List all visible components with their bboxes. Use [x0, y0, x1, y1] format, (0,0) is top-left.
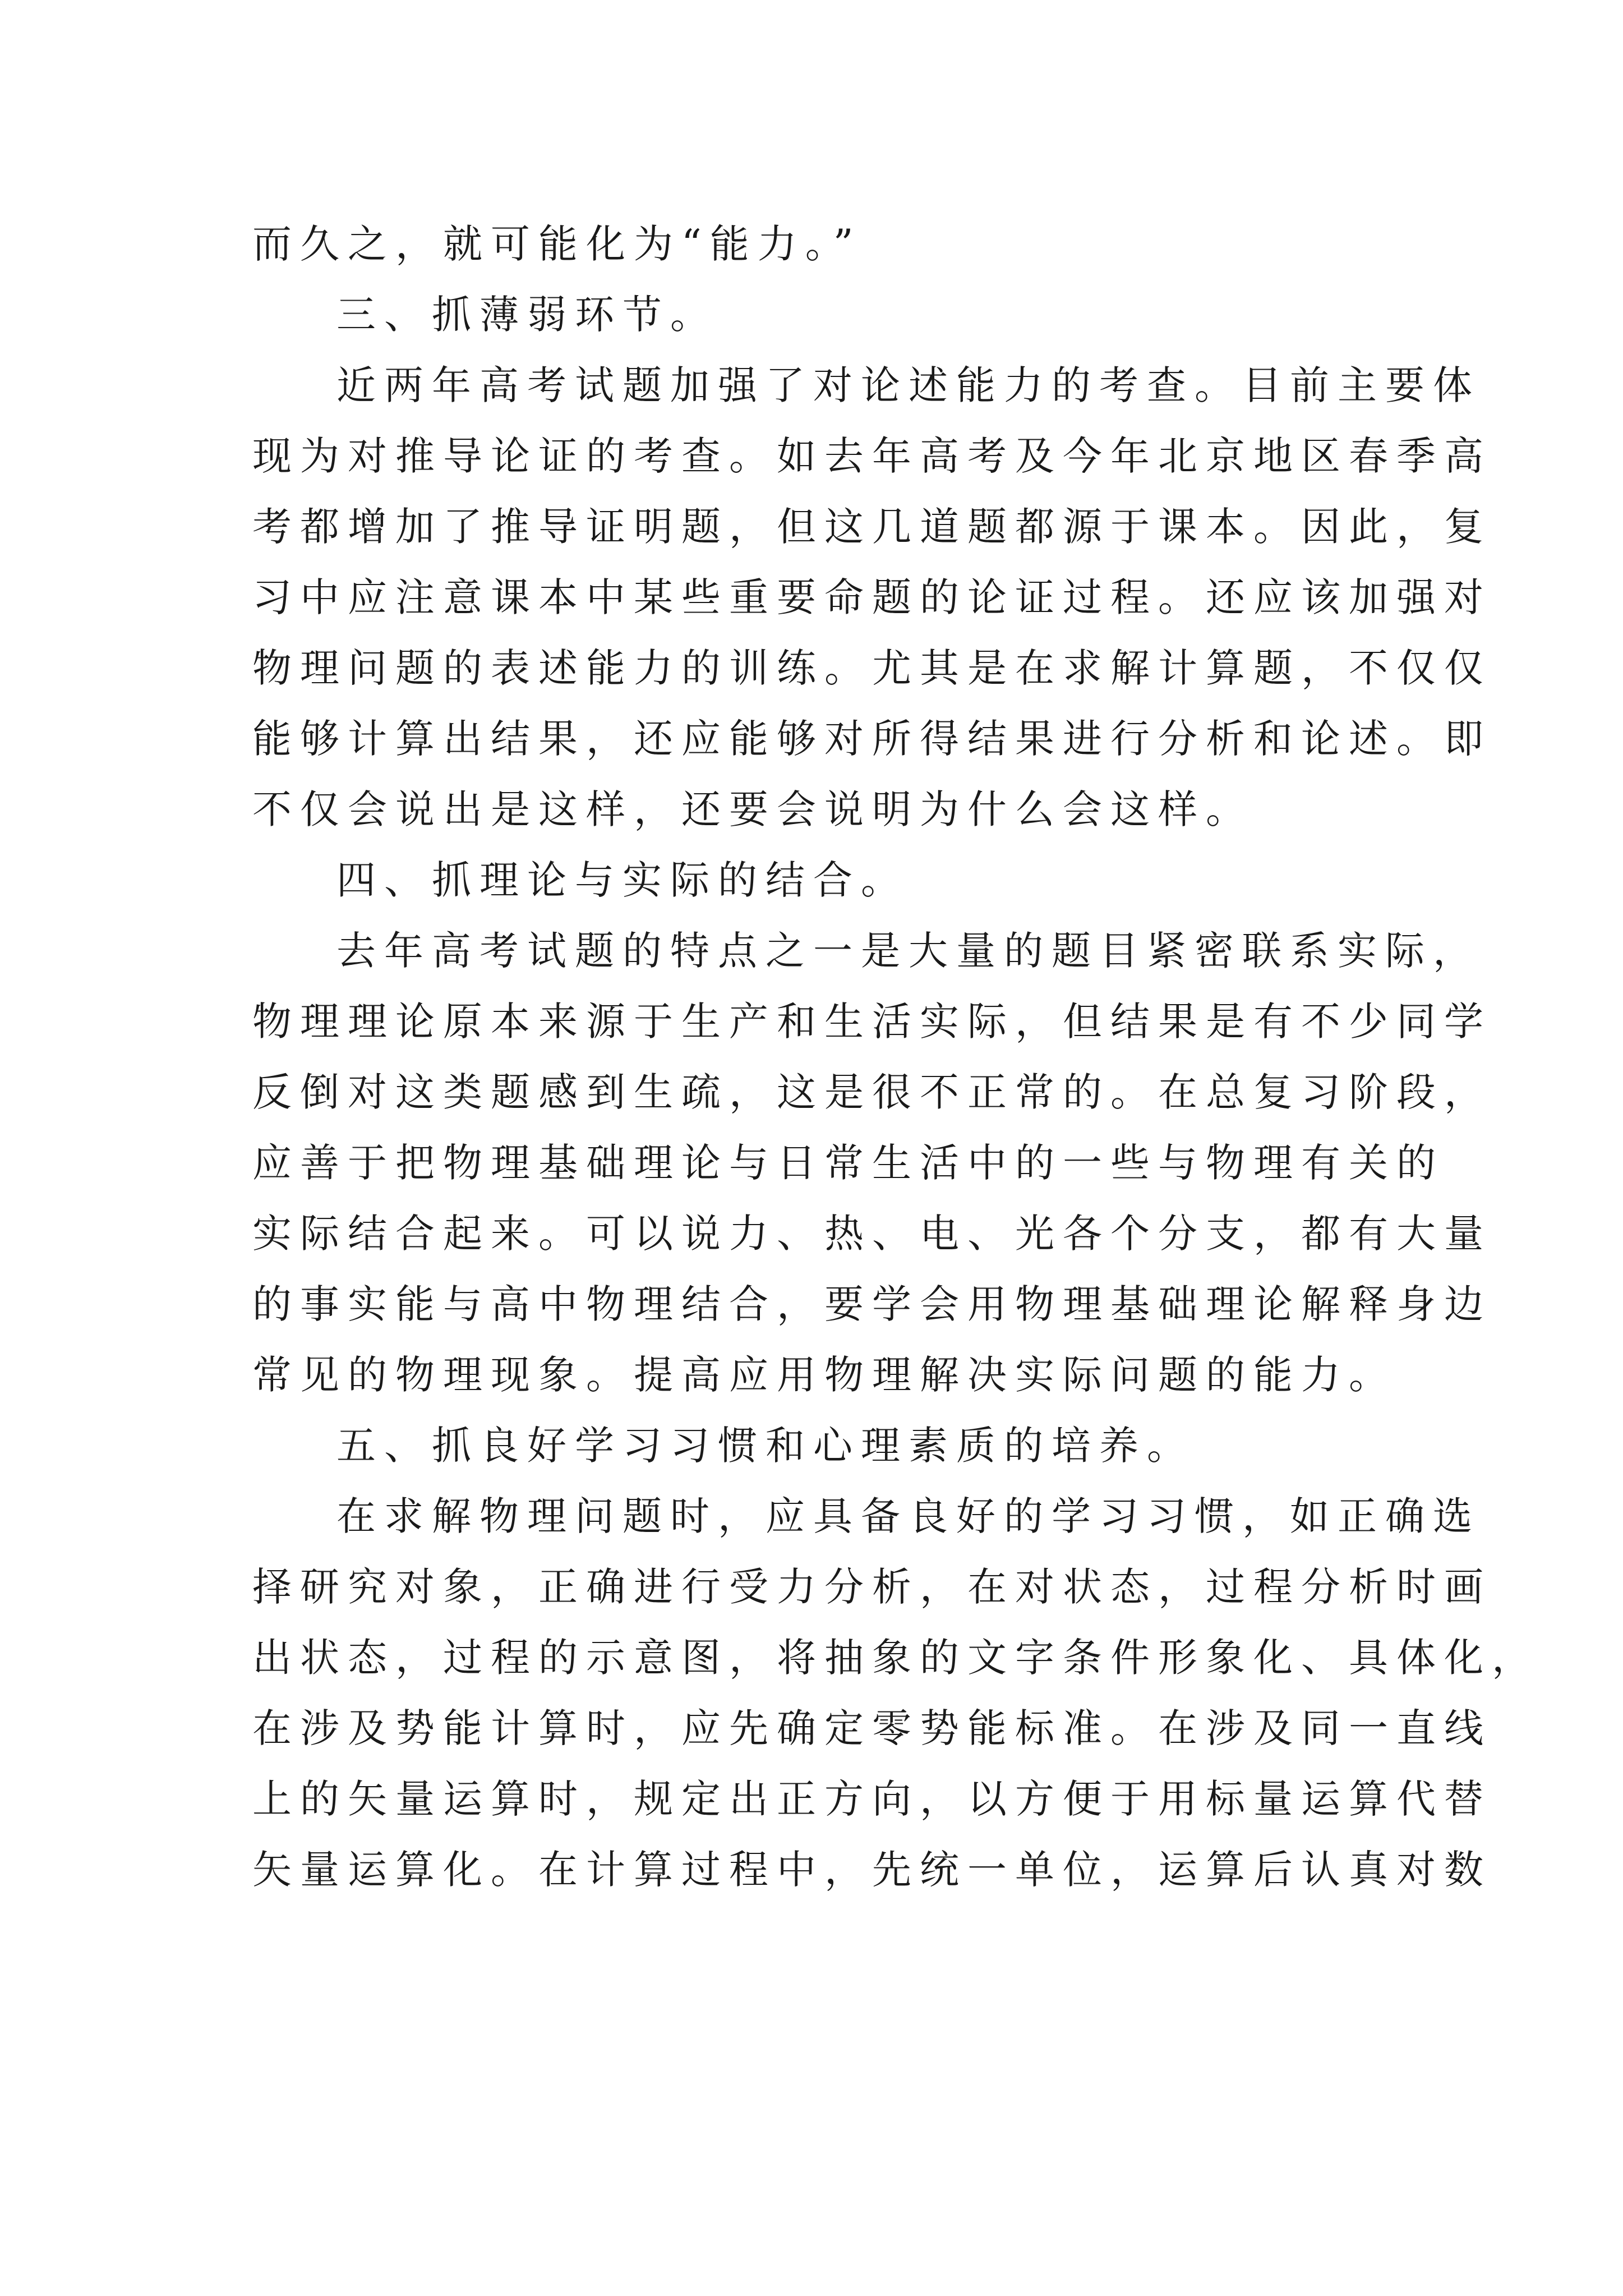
text-line: 不仅会说出是这样，还要会说明为什么会这样。	[252, 786, 1253, 832]
text-line: 出状态，过程的示意图，将抽象的文字条件形象化、具体化，	[252, 1635, 1539, 1681]
section-heading: 四、抓理论与实际的结合。	[336, 857, 909, 903]
section-heading: 三、抓薄弱环节。	[336, 292, 718, 338]
text-line: 习中应注意课本中某些重要命题的论证过程。还应该加强对	[252, 574, 1492, 620]
paragraph-start: 去年高考试题的特点之一是大量的题目紧密联系实际，	[336, 928, 1481, 974]
paragraph-start: 近两年高考试题加强了对论述能力的考查。目前主要体	[336, 362, 1481, 408]
text-line: 考都增加了推导证明题，但这几道题都源于课本。因此，复	[252, 504, 1492, 550]
text-line: 而久之，就可能化为“能力。”	[252, 221, 862, 267]
text-line: 在涉及势能计算时，应先确定零势能标准。在涉及同一直线	[252, 1705, 1492, 1751]
section-heading: 五、抓良好学习习惯和心理素质的培养。	[336, 1423, 1195, 1469]
text-line: 的事实能与高中物理结合，要学会用物理基础理论解释身边	[252, 1281, 1492, 1327]
text-line: 现为对推导论证的考查。如去年高考及今年北京地区春季高	[252, 433, 1492, 479]
text-line: 物理问题的表述能力的训练。尤其是在求解计算题，不仅仅	[252, 645, 1492, 691]
text-line: 反倒对这类题感到生疏，这是很不正常的。在总复习阶段，	[252, 1069, 1492, 1115]
text-line: 应善于把物理基础理论与日常生活中的一些与物理有关的	[252, 1140, 1444, 1186]
text-line: 常见的物理现象。提高应用物理解决实际问题的能力。	[252, 1352, 1396, 1398]
text-line: 实际结合起来。可以说力、热、电、光各个分支，都有大量	[252, 1211, 1492, 1257]
text-line: 矢量运算化。在计算过程中，先统一单位，运算后认真对数	[252, 1847, 1492, 1893]
paragraph-start: 在求解物理问题时，应具备良好的学习习惯，如正确选	[336, 1493, 1481, 1539]
text-line: 上的矢量运算时，规定出正方向，以方便于用标量运算代替	[252, 1776, 1492, 1822]
body-text	[252, 209, 1539, 1905]
text-line: 物理理论原本来源于生产和生活实际，但结果是有不少同学	[252, 999, 1492, 1045]
text-line: 择研究对象，正确进行受力分析，在对状态，过程分析时画	[252, 1564, 1492, 1610]
text-line: 能够计算出结果，还应能够对所得结果进行分析和论述。即	[252, 716, 1492, 762]
